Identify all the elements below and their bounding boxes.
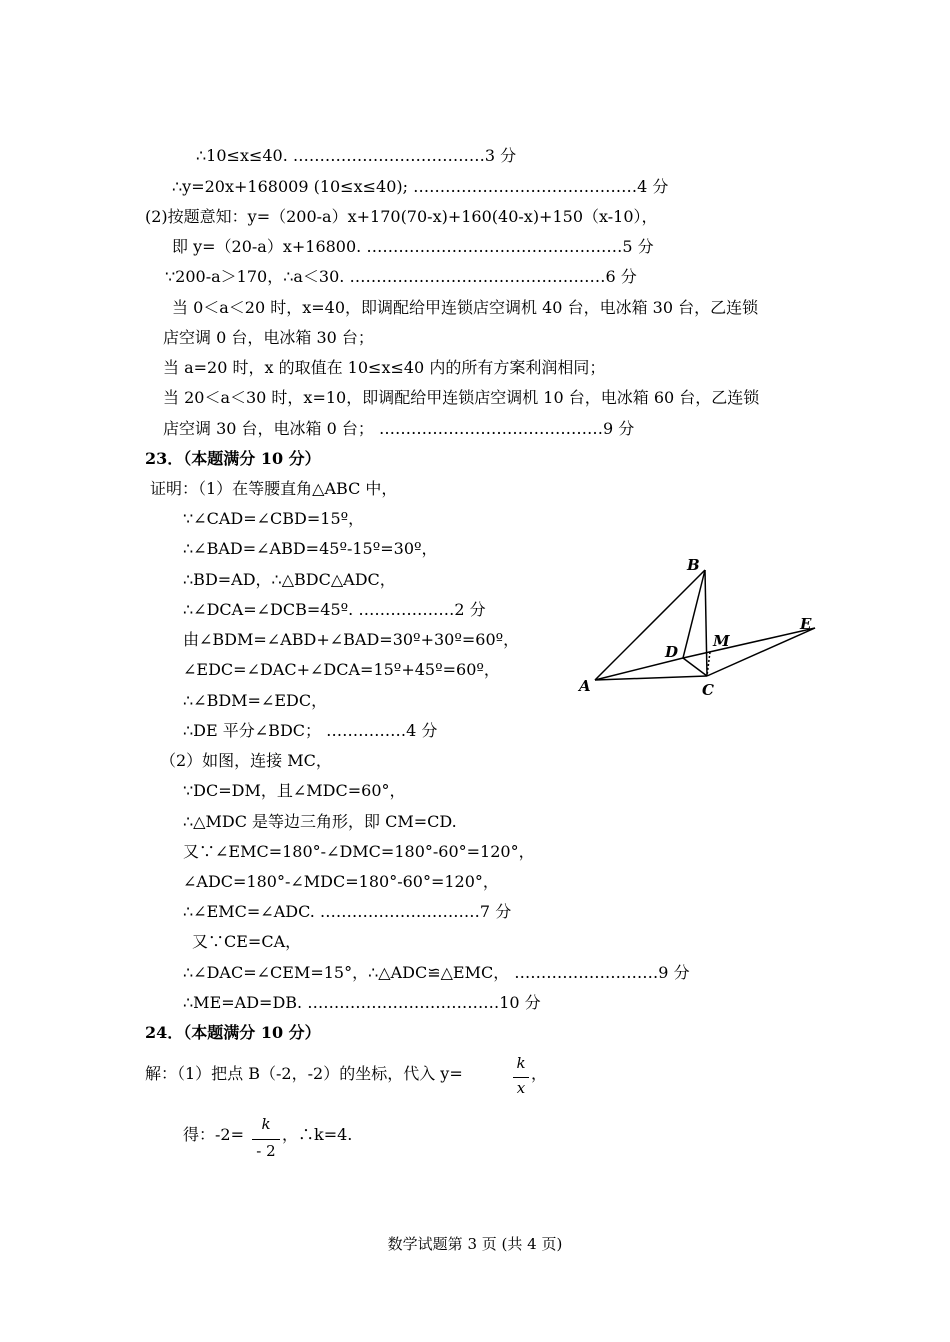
segment-AC	[595, 676, 707, 680]
line-4: 即 y=（20-a）x+16800. …………………………………………5 分	[172, 237, 654, 256]
fraction-bar	[513, 1077, 529, 1078]
fraction-bar	[252, 1139, 280, 1140]
line-31-tail: ，	[531, 1064, 548, 1083]
label-C: C	[702, 681, 714, 699]
line-32-tail: ，∴k=4.	[282, 1125, 353, 1144]
line-19: ∴∠BDM=∠EDC，	[183, 691, 328, 710]
label-B: B	[687, 556, 700, 574]
line-6: 当 0＜a＜20 时，x=40，即调配给甲连锁店空调机 40 台，电冰箱 30 台，乙连锁	[172, 298, 759, 317]
fraction-numerator: k	[261, 1115, 271, 1133]
line-15: ∴BD=AD，∴△BDC△ADC，	[183, 570, 396, 589]
line-1: ∴10≤x≤40. ………………………………3 分	[196, 146, 517, 165]
line-32: 得：-2=	[183, 1125, 244, 1144]
fraction-numerator: k	[516, 1054, 526, 1072]
line-3: (2)按题意知：y=（200-a）x+170(70-x)+160(40-x)+150（x-10），	[145, 207, 658, 226]
page-footer: 数学试题第 3 页 (共 4 页)	[387, 1235, 563, 1253]
line-9: 当 20＜a＜30 时，x=10，即调配给甲连锁店空调机 10 台，电冰箱 60 台，乙连锁	[163, 388, 760, 407]
line-28: ∴∠DAC=∠CEM=15°，∴△ADC≌△EMC， ………………………9 分	[183, 963, 690, 982]
segment-BC	[705, 570, 707, 676]
line-23: ∴△MDC 是等边三角形，即 CM=CD.	[183, 812, 457, 831]
segment-DE	[683, 628, 815, 658]
fraction-denominator: - 2	[256, 1142, 276, 1160]
fraction-k-over-minus-2	[250, 1115, 282, 1163]
line-31: 解：（1）把点 B（-2，-2）的坐标，代入 y=	[145, 1064, 463, 1083]
label-M: M	[713, 632, 730, 650]
line-16: ∴∠DCA=∠DCB=45º. ………………2 分	[183, 600, 486, 619]
line-22: ∵DC=DM，且∠MDC=60°，	[183, 781, 406, 800]
geometry-figure	[570, 548, 830, 708]
label-E: E	[800, 615, 812, 633]
fraction-denominator: x	[516, 1079, 526, 1097]
line-10: 店空调 30 台，电冰箱 0 台； ……………………………………9 分	[163, 419, 635, 438]
line-18: ∠EDC=∠DAC+∠DCA=15º+45º=60º，	[183, 660, 500, 679]
fraction-k-over-x	[511, 1054, 531, 1100]
line-8: 当 a=20 时，x 的取值在 10≤x≤40 内的所有方案利润相同；	[163, 358, 606, 377]
line-29: ∴ME=AD=DB. ………………………………10 分	[183, 993, 541, 1012]
line-25: ∠ADC=180°-∠MDC=180°-60°=120°，	[183, 872, 499, 891]
label-D: D	[665, 643, 679, 661]
line-2: ∴y=20x+168009 (10≤x≤40); ……………………………………4 分	[172, 177, 669, 196]
problem-23-heading: 23．（本题满分 10 分）	[145, 449, 321, 468]
line-26: ∴∠EMC=∠ADC. …………………………7 分	[183, 902, 512, 921]
line-5: ∵200-a＞170，∴a＜30. …………………………………………6 分	[165, 267, 637, 286]
segment-BD	[683, 570, 705, 658]
line-13: ∵∠CAD=∠CBD=15º，	[183, 509, 365, 528]
line-14: ∴∠BAD=∠ABD=45º-15º=30º，	[183, 539, 438, 558]
line-17: 由∠BDM=∠ABD+∠BAD=30º+30º=60º，	[183, 630, 520, 649]
label-A: A	[579, 677, 591, 695]
line-7: 店空调 0 台，电冰箱 30 台；	[163, 328, 374, 347]
line-21: （2）如图，连接 MC，	[160, 751, 332, 770]
line-12: 证明：（1）在等腰直角△ABC 中，	[150, 479, 398, 498]
problem-24-heading: 24．（本题满分 10 分）	[145, 1023, 321, 1042]
segment-DC	[683, 658, 707, 676]
line-27: 又∵CE=CA，	[192, 932, 302, 951]
line-20: ∴DE 平分∠BDC； ……………4 分	[183, 721, 438, 740]
line-24: 又∵∠EMC=180°-∠DMC=180°-60°=120°，	[183, 842, 535, 861]
segment-AB	[595, 570, 705, 680]
